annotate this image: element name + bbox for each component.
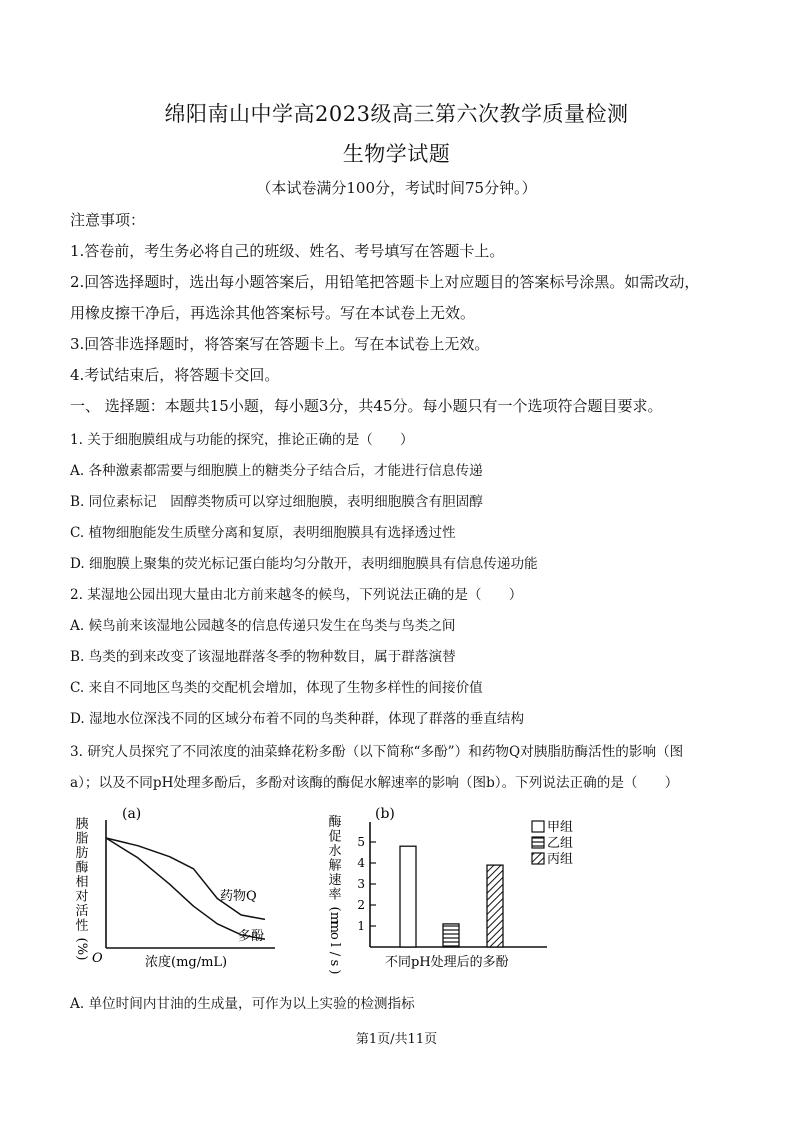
figure-b-y-axis-label-char: ) xyxy=(327,969,342,975)
q2-option-c: C. 来自不同地区鸟类的交配机会增加，体现了生物多样性的间接价值 xyxy=(70,680,483,696)
q1-stem: 1. 关于细胞膜组成与功能的探究，推论正确的是（ ） xyxy=(70,432,414,448)
q1-option-a: A. 各种激素都需要与细胞膜上的糖类分子结合后，才能进行信息传递 xyxy=(70,463,483,479)
figure-b-bar xyxy=(443,924,459,947)
figure-b-y-axis-label-char: 率 xyxy=(328,887,342,903)
figure-a-x-axis-label: 浓度(mg/mL) xyxy=(145,955,228,970)
page-number: 第1页/共11页 xyxy=(355,1032,438,1047)
notice-item-4: 4.考试结束后，将答题卡交回。 xyxy=(70,366,280,384)
figure-b-legend-label: 甲组 xyxy=(547,820,574,835)
figure-a-y-axis-label-char: 对 xyxy=(75,889,89,905)
figure-b-y-axis-label-char: / xyxy=(327,951,342,957)
figure-b-legend-label: 丙组 xyxy=(547,852,574,867)
figure-b-bar xyxy=(487,865,503,947)
figure-b-title: (b) xyxy=(375,806,395,822)
figure-a-y-axis-label-char: 脂 xyxy=(75,831,89,847)
figure-b-y-axis-label-char: m xyxy=(327,920,342,934)
figure-b-y-axis-label-char: 促 xyxy=(328,829,342,845)
figure-b-y-axis-label-char: 酶 xyxy=(328,815,342,830)
q1-option-d: D. 细胞膜上聚集的荧光标记蛋白能均匀分散开，表明细胞膜具有信息传递功能 xyxy=(70,556,538,572)
figure-b-y-tick-label: 3 xyxy=(357,877,365,891)
figure-b-y-axis-label-char: m xyxy=(327,911,342,925)
figure-a-y-axis-label-char: ( xyxy=(74,937,89,943)
figure-b-y-axis-label-char: ( xyxy=(327,906,342,912)
figure-b-y-tick-label: 4 xyxy=(357,856,365,870)
figure-a-y-axis-label-char: 酶 xyxy=(75,860,89,876)
figure-b-legend-swatch xyxy=(532,853,544,864)
figure-a-series-label: 多酚 xyxy=(238,929,265,944)
exam-title: 绵阳南山中学高2023级高三第六次教学质量检测 xyxy=(164,102,629,126)
figure-a-y-axis-label-char: ) xyxy=(74,955,89,961)
q2-option-d: D. 湿地水位深浅不同的区域分布着不同的鸟类种群，体现了群落的垂直结构 xyxy=(70,711,525,727)
figure-b-y-axis-label-char: l xyxy=(327,942,342,948)
q1-option-c: C. 植物细胞能发生质壁分离和复原，表明细胞膜具有选择透过性 xyxy=(70,525,456,541)
figure-b-legend-swatch xyxy=(532,837,544,848)
notice-item-2-line-2: 用橡皮擦干净后，再选涂其他答案标号。写在本试卷上无效。 xyxy=(70,304,476,322)
figure-b-legend-label: 乙组 xyxy=(547,836,574,851)
q3-option-a: A. 单位时间内甘油的生成量，可作为以上实验的检测指标 xyxy=(70,996,415,1012)
q3-stem-line-1: 3. 研究人员探究了不同浓度的油菜蜂花粉多酚（以下简称“多酚”）和药物Q对胰脂肪酶活性的影响（图 xyxy=(70,744,684,760)
figure-b-x-axis-label: 不同pH处理后的多酚 xyxy=(385,955,509,970)
exam-subject: 生物学试题 xyxy=(342,142,451,166)
notice-item-2-line-1: 2.回答选择题时，选出每小题答案后，用铅笔把答题卡上对应题目的答案标号涂黑。如需改动， xyxy=(70,273,700,291)
q2-option-a: A. 候鸟前来该湿地公园越冬的信息传递只发生在鸟类与鸟类之间 xyxy=(70,618,456,634)
figure-a-y-axis-label-char: 肪 xyxy=(75,846,89,861)
figure-a-series-line xyxy=(106,838,265,919)
q2-stem: 2. 某湿地公园出现大量由北方前来越冬的候鸟，下列说法正确的是（ ） xyxy=(70,587,523,603)
figure-b-y-axis-label-char: o xyxy=(327,932,342,940)
q2-option-b: B. 鸟类的到来改变了该湿地群落冬季的物种数目，属于群落演替 xyxy=(70,649,456,665)
figure-a-line-chart xyxy=(70,800,285,975)
q1-option-b: B. 同位素标记 固醇类物质可以穿过细胞膜，表明细胞膜含有胆固醇 xyxy=(70,494,483,510)
exam-note: （本试卷满分100分，考试时间75分钟。） xyxy=(256,179,537,197)
figure-a-y-axis-label xyxy=(74,816,89,961)
figure-a-y-axis-label-char: % xyxy=(74,942,89,956)
figure-a-y-axis-label-char: 胰 xyxy=(75,817,89,832)
figure-a-title: (a) xyxy=(122,806,142,822)
figure-b-bar xyxy=(400,846,416,947)
figure-b-y-axis-label xyxy=(327,815,342,974)
figure-a-origin-label: O xyxy=(92,951,103,966)
figure-b-legend-swatch xyxy=(532,821,544,832)
figure-b-y-axis-label-char: 速 xyxy=(328,873,342,888)
figure-b-y-tick-label: 2 xyxy=(357,898,365,912)
q3-stem-line-2: a）；以及不同pH处理多酚后，多酚对该酶的酶促水解速率的影响（图b）。下列说法正确的是（ ） xyxy=(70,775,679,791)
figure-b-y-tick-label: 1 xyxy=(357,919,365,933)
notice-item-1: 1.答卷前，考生务必将自己的班级、姓名、考号填写在答题卡上。 xyxy=(70,242,505,260)
figure-b-y-tick-label: 5 xyxy=(357,835,365,849)
figure-b-bar-chart xyxy=(325,800,585,975)
figure-a-y-axis-label-char: 相 xyxy=(75,875,89,890)
notice-heading: 注意事项： xyxy=(70,211,146,229)
section-1-heading: 一、 选择题：本题共15小题，每小题3分，共45分。每小题只有一个选项符合题目要求。 xyxy=(70,397,663,415)
figure-b-y-axis-label-char: s xyxy=(327,959,342,967)
figure-a-y-axis-label-char: 性 xyxy=(75,918,89,934)
figure-a-series-label: 药物Q xyxy=(220,889,257,904)
figure-a-y-axis-label-char: 活 xyxy=(75,904,89,919)
figure-b-y-axis-label-char: 水 xyxy=(328,844,342,859)
notice-item-3: 3.回答非选择题时，将答案写在答题卡上。写在本试卷上无效。 xyxy=(70,335,490,353)
figure-b-y-axis-label-char: 解 xyxy=(328,858,342,874)
